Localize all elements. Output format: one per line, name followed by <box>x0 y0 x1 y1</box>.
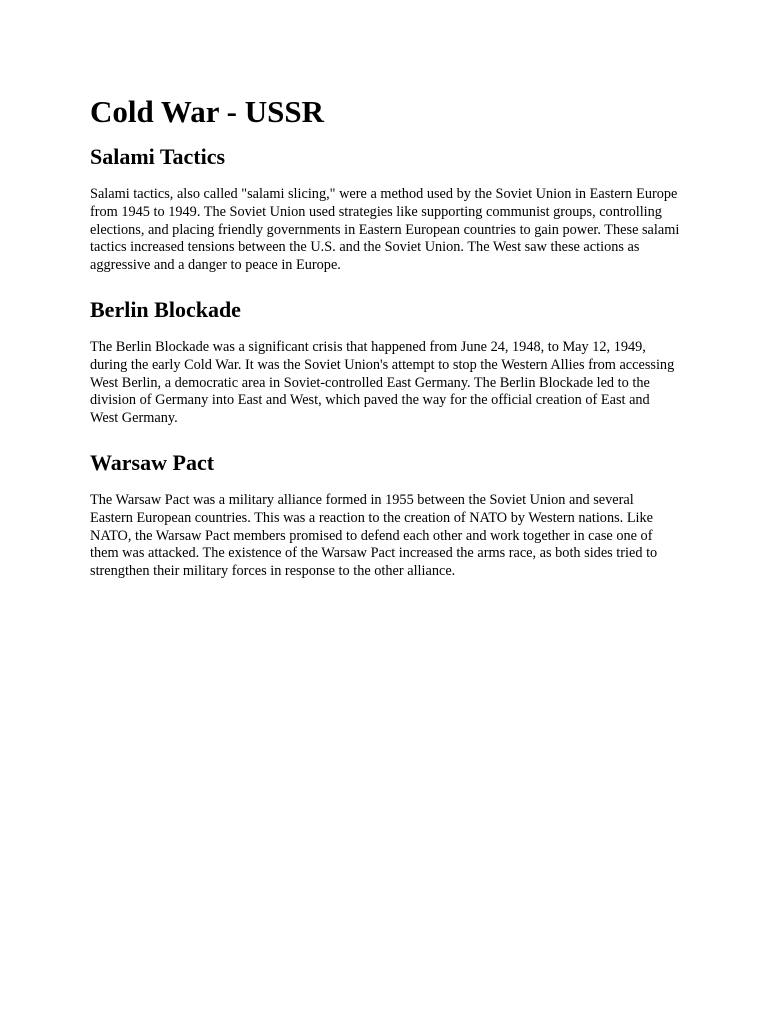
section-heading: Salami Tactics <box>90 144 226 169</box>
section-berlin-blockade <box>90 295 680 428</box>
section-paragraph: Salami tactics, also called "salami slicing," were a method used by the Soviet Union in Eastern Europe from 1945 to 1949. The Soviet Union used strategies like supporting communist groups, controlling elections, and placing friendly governments in Eastern European countries to gain power. These salami tactics increased tensions between the U.S. and the Soviet Union. The West saw these actions as aggressive and a danger to peace in Europe. <box>90 186 680 274</box>
section-warsaw-pact <box>90 448 680 581</box>
section-paragraph: The Berlin Blockade was a significant crisis that happened from June 24, 1948, to May 12, 1949, during the early Cold War. It was the Soviet Union's attempt to stop the Western Allies from accessing West Berlin, a democratic area in Soviet-controlled East Germany. The Berlin Blockade led to the division of Germany into East and West, which paved the way for the official creation of East and West Germany. <box>90 338 675 427</box>
section-salami-tactics <box>90 142 680 275</box>
section-heading: Warsaw Pact <box>90 449 215 475</box>
section-paragraph: The Warsaw Pact was a military alliance formed in 1955 between the Soviet Union and several Eastern European countries. This was a reaction to the creation of NATO by Western nations. Like NATO, the Warsaw Pact members promised to defend each other and work together in case one of them was attacked. The existence of the Warsaw Pact increased the arms race, as both sides tried to strengthen their military forces in response to the other alliance. <box>90 491 658 580</box>
document-page <box>90 92 680 601</box>
section-heading: Berlin Blockade <box>90 296 241 322</box>
document-title: Cold War - USSR <box>90 94 324 129</box>
